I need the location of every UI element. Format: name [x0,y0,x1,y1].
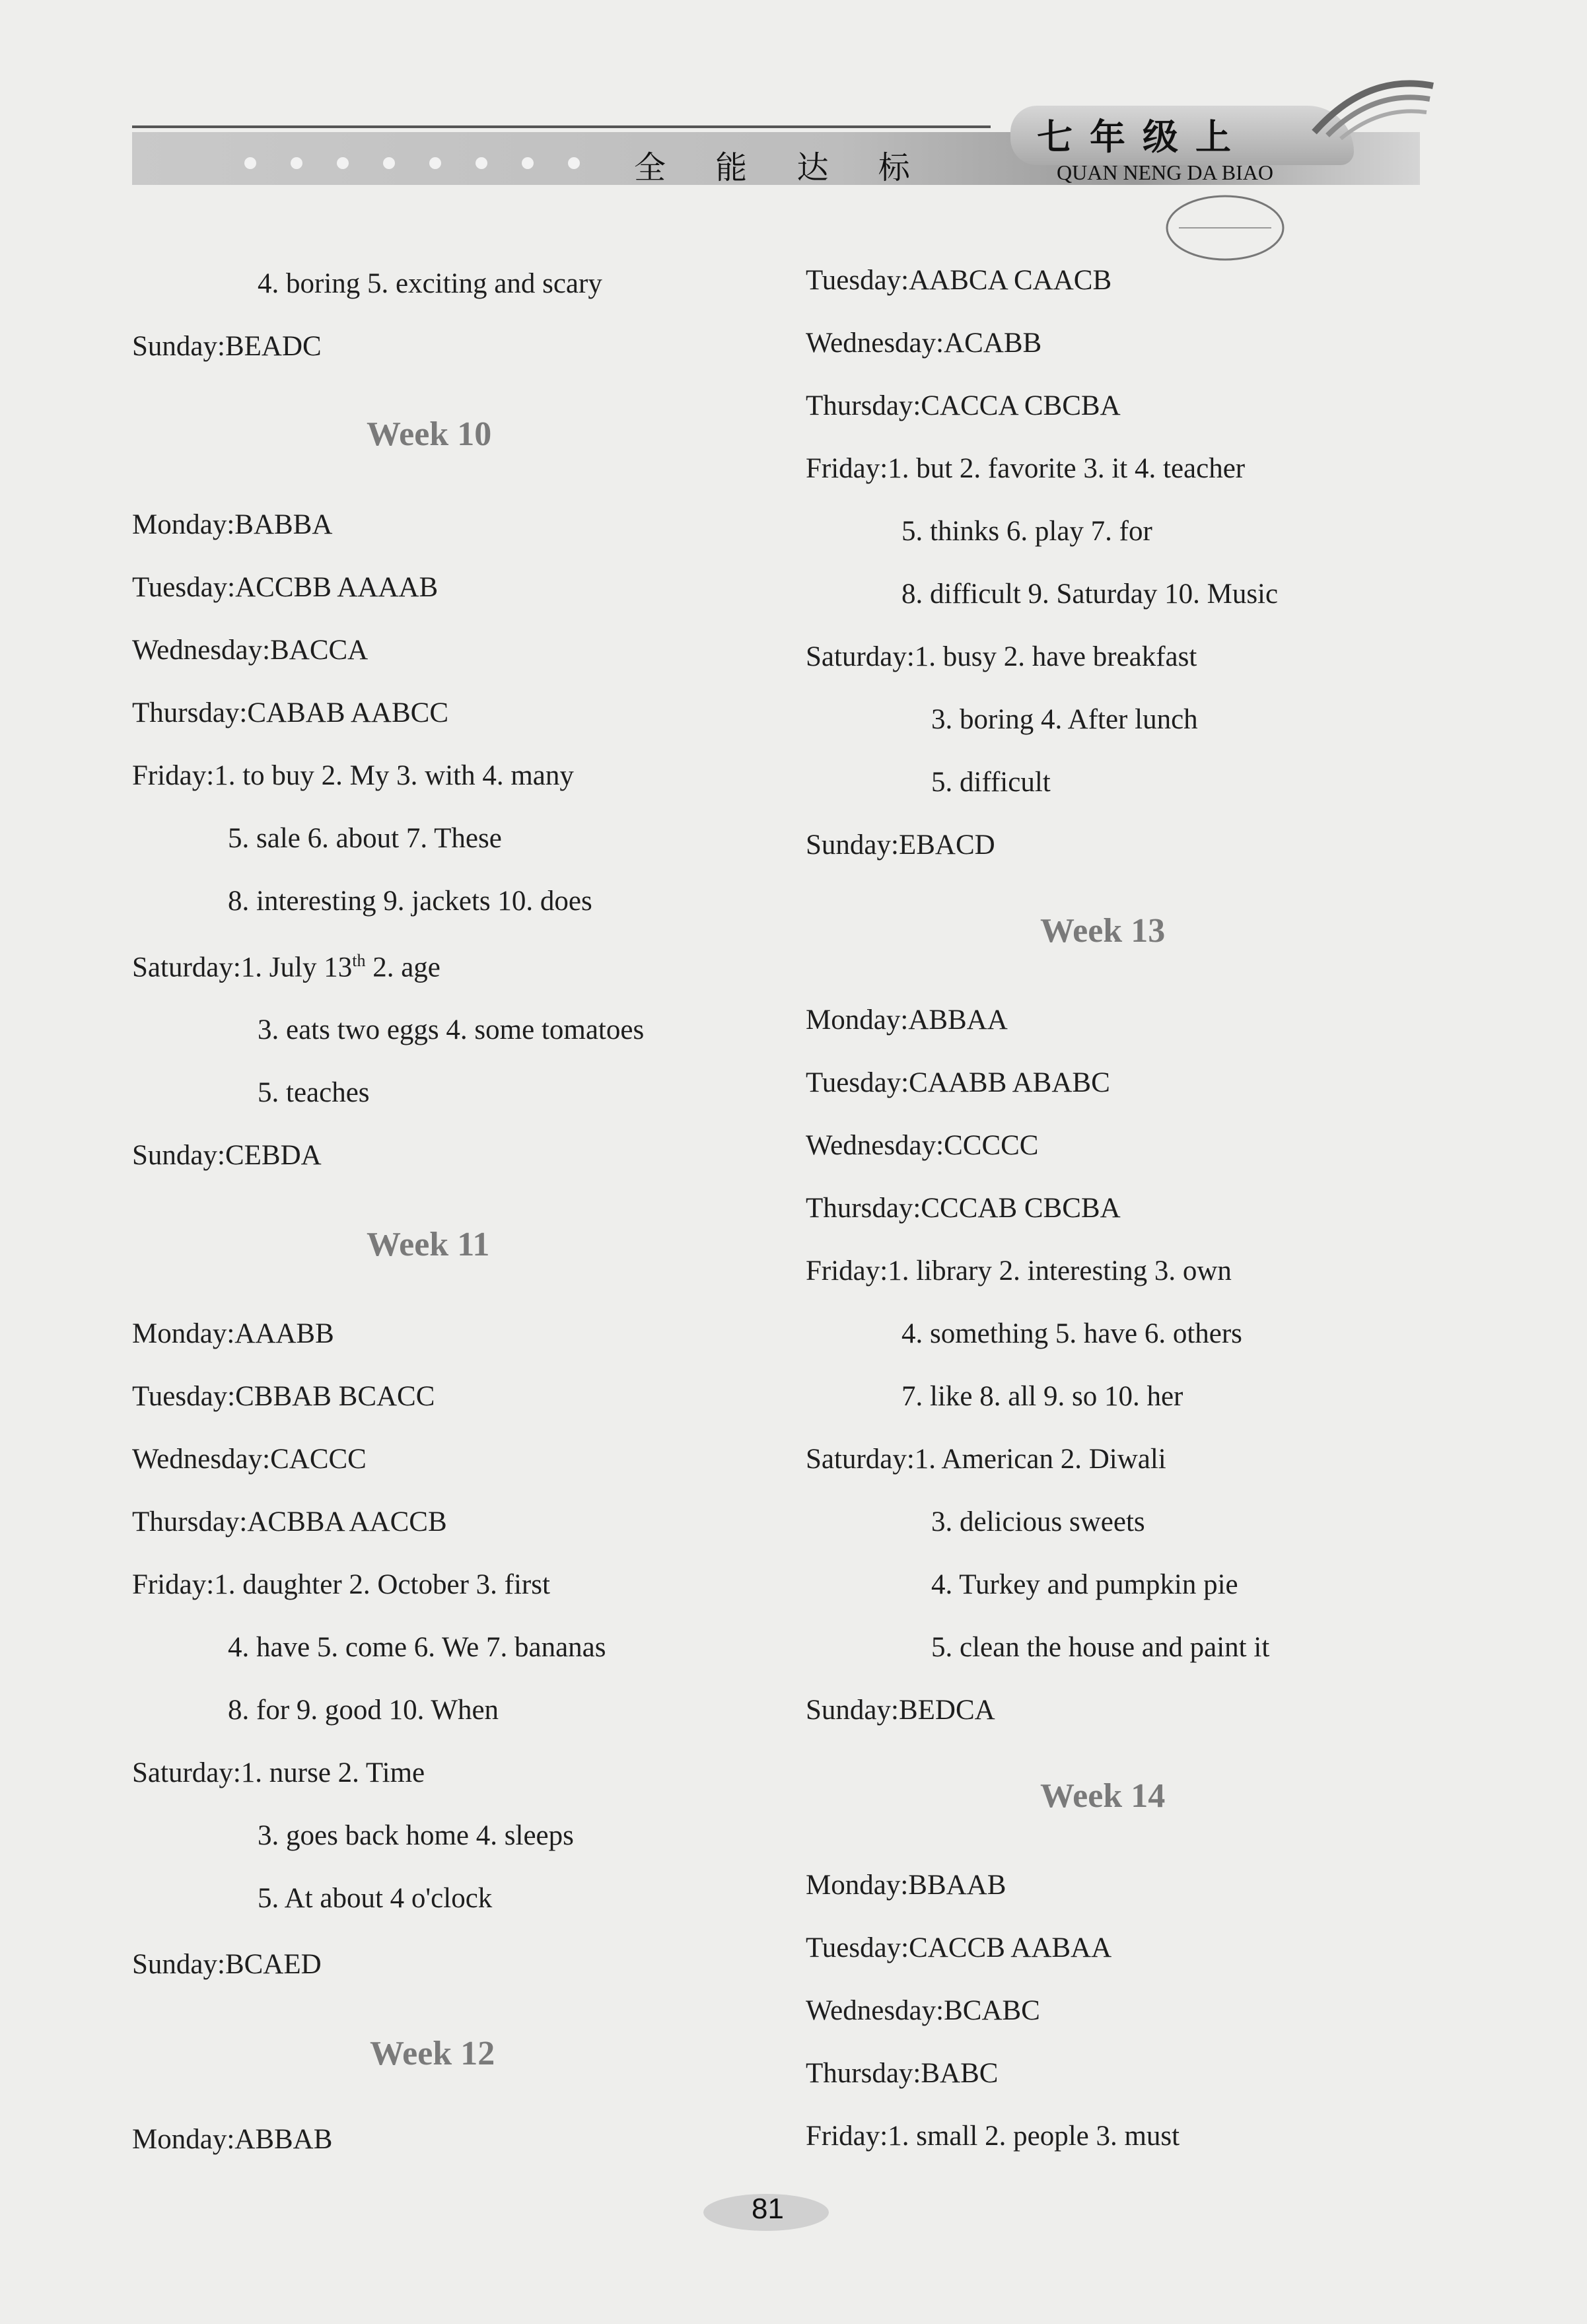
line-text: Week 12 [370,2035,495,2072]
line-text: Thursday:ACBBA AACCB [132,1506,447,1537]
line-text: Tuesday:CAABB ABABC [806,1067,1110,1098]
line-text: Week 11 [367,1226,490,1263]
line-text: 8. interesting 9. jackets 10. does [228,886,592,917]
answer-line [931,1506,1145,1538]
week-heading [367,415,491,454]
line-text: Wednesday:ACABB [806,328,1042,359]
line-text: 4. boring 5. exciting and scary [258,268,602,299]
header-dot [429,157,441,169]
line-text: Friday:1. library 2. interesting 3. own [806,1255,1232,1286]
header-pinyin: QUAN NENG DA BIAO [1057,160,1273,184]
line-text: 3. goes back home 4. sleeps [258,1820,574,1851]
answer-line [931,1568,1238,1601]
line-text: Saturday:1. busy 2. have breakfast [806,641,1197,672]
line-text: Sunday:BEDCA [806,1695,995,1726]
header-dot [291,157,302,169]
answer-line [228,1631,606,1664]
line-text: Tuesday:ACCBB AAAAB [132,572,439,603]
line-text: Sunday:BCAED [132,1949,322,1980]
line-text: Monday:BBAAB [806,1870,1006,1901]
answer-line [931,766,1051,798]
line-text: Sunday:CEBDA [132,1140,322,1171]
answer-line [806,1255,1232,1287]
answer-line [806,641,1197,673]
header-dot [383,157,395,169]
line-text: 5. sale 6. about 7. These [228,823,502,854]
stamp-icon [1162,192,1288,264]
answer-line [132,1568,550,1601]
answer-line [132,634,368,666]
answer-line [901,1318,1242,1350]
line-text: Sunday:EBACD [806,829,995,861]
line-text: 5. thinks 6. play 7. for [901,516,1152,547]
header-title: 全 能 达 标 [634,149,930,186]
line-text: Wednesday:CACCC [132,1444,367,1475]
line-text: Wednesday:BACCA [132,635,369,666]
line-text: Week 14 [1040,1777,1166,1815]
line-text: Monday:ABBAB [132,2124,333,2155]
answer-line [132,1318,334,1350]
line-text: Wednesday:CCCCC [806,1130,1039,1161]
line-text: 3. delicious sweets [931,1506,1145,1537]
line-text: Saturday:1. American 2. Diwali [806,1444,1166,1475]
answer-line [132,759,574,792]
answer-line [806,264,1111,297]
answer-line [132,951,441,983]
answer-line [901,1380,1183,1413]
answer-line [806,1869,1006,1901]
header-dot [476,157,487,169]
answer-line [132,1757,425,1789]
line-text: Friday:1. daughter 2. October 3. first [132,1569,550,1600]
answer-line [806,1443,1166,1475]
answer-line [132,2123,332,2156]
answer-line [806,1067,1110,1099]
line-text: Tuesday:AABCA CAACB [806,265,1112,296]
header-dot [337,157,349,169]
header-dot [244,157,256,169]
line-text: Sunday:BEADC [132,331,322,362]
line-text: Week 10 [367,415,492,453]
line-text: 7. like 8. all 9. so 10. her [901,1381,1183,1412]
answer-line [132,697,448,729]
answer-line [806,390,1121,422]
answer-line [132,1506,447,1538]
line-text: Friday:1. small 2. people 3. must [806,2121,1180,2152]
book-icon [1308,59,1440,145]
line-text: Thursday:BABC [806,2058,999,2089]
answer-line [132,1443,367,1475]
answer-line [931,703,1198,736]
line-text: 5. At about 4 o'clock [258,1883,493,1914]
line-text: 5. difficult [931,767,1051,798]
answer-line [806,1192,1121,1224]
answer-line [228,1694,499,1726]
superscript: th [352,951,366,970]
answer-line [931,1631,1269,1664]
line-text: 5. clean the house and paint it [931,1632,1270,1663]
week-heading [370,2034,495,2073]
answer-line [806,2057,998,2090]
line-text: Monday:BABBA [132,509,333,540]
answer-line [228,885,592,917]
answer-line [258,1882,492,1915]
line-text: 8. for 9. good 10. When [228,1695,499,1726]
answer-line [258,1819,574,1852]
line-text: Friday:1. but 2. favorite 3. it 4. teacher [806,453,1246,484]
answer-line [806,452,1245,485]
line-text: Monday:AAABB [132,1318,334,1349]
line-text: 5. teaches [258,1077,370,1108]
answer-line [132,1139,322,1172]
line-text: Week 13 [1040,912,1166,950]
week-heading [1040,911,1165,950]
page-number: 81 [752,2193,784,2225]
line-text: Wednesday:BCABC [806,1995,1040,2026]
week-heading [1040,1777,1165,1815]
answer-line [228,822,502,855]
answer-line [806,1932,1111,1964]
line-text: 4. Turkey and pumpkin pie [931,1569,1238,1600]
week-heading [367,1225,489,1264]
answer-line [901,578,1278,610]
line-text: 4. have 5. come 6. We 7. bananas [228,1632,606,1663]
answer-line [901,515,1152,547]
answer-line [258,267,602,300]
line-text: Saturday:1. July 13 [132,952,353,983]
line-text: Friday:1. to buy 2. My 3. with 4. many [132,760,574,791]
answer-line [132,1948,322,1981]
answer-line [132,509,332,541]
answer-line [806,1129,1038,1162]
answer-line [132,330,322,363]
line-text: Monday:ABBAA [806,1004,1008,1036]
line-text: Saturday:1. nurse 2. Time [132,1757,425,1788]
answer-line [806,2120,1180,2152]
line-text: Thursday:CACCA CBCBA [806,390,1121,421]
line-text: 8. difficult 9. Saturday 10. Music [901,579,1279,610]
answer-line [132,1380,435,1413]
answer-line [806,829,995,861]
line-text: Thursday:CCCAB CBCBA [806,1193,1121,1224]
line-text: Tuesday:CBBAB BCACC [132,1381,435,1412]
header-rule [132,125,991,128]
answer-line [132,571,438,604]
line-text: 4. something 5. have 6. others [901,1318,1242,1349]
line-text: 3. eats two eggs 4. some tomatoes [258,1014,645,1045]
answer-line [258,1014,644,1046]
answer-line [258,1076,370,1109]
line-text: Tuesday:CACCB AABAA [806,1932,1112,1963]
header-dot [522,157,534,169]
answer-line [806,1694,995,1726]
line-text: Thursday:CABAB AABCC [132,697,449,728]
answer-line [806,1004,1008,1036]
grade-label: 七年级上 [1037,116,1248,158]
header-dot [568,157,580,169]
line-text: 3. boring 4. After lunch [931,704,1198,735]
answer-line [806,1994,1040,2027]
line-tail: 2. age [365,952,441,983]
answer-line [806,327,1041,359]
